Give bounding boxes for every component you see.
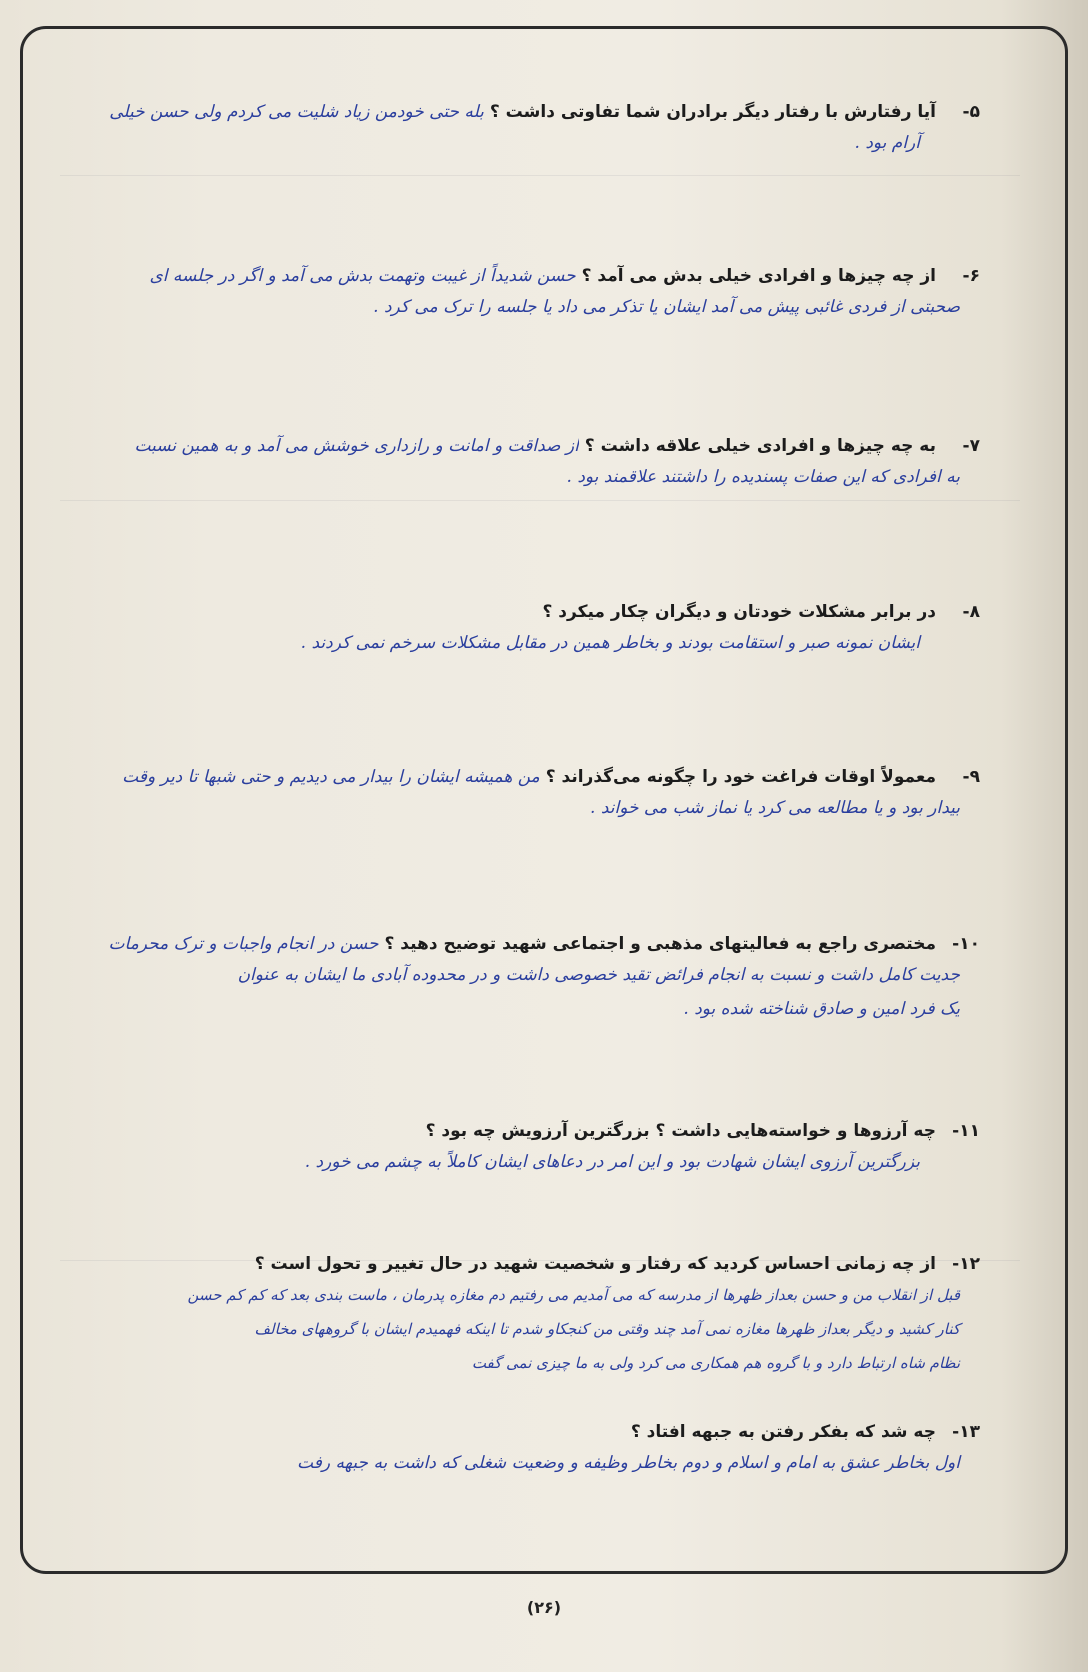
question-text: آیا رفتارش با رفتار دیگر برادران شما تفاوتی داشت ؟ [489,102,936,122]
qa-item-9 [60,763,980,825]
question-number: ۸- [962,602,980,622]
handwritten-answer-line: ایشان نمونه صبر و استقامت بودند و بخاطر همین در مقابل مشکلات سرخم نمی کردند . [300,633,920,653]
handwritten-answer-line: نظام شاه ارتباط دارد و با گروه هم همکاری می کرد ولی به ما چیزی نمی گفت [471,1354,960,1372]
handwritten-answer: من همیشه ایشان را بیدار می دیدیم و حتی شبها تا دیر وقت [122,767,540,787]
qa-item-12 [60,1250,980,1380]
question-text: در برابر مشکلات خودتان و دیگران چکار میکرد ؟ [542,602,936,622]
bleed-through-line [60,175,1020,176]
qa-item-6 [60,262,980,324]
qa-item-13 [60,1418,980,1480]
handwritten-answer-line: یک فرد امین و صادق شناخته شده بود . [683,999,960,1019]
question-text: از چه زمانی احساس کردید که رفتار و شخصیت شهید در حال تغییر و تحول است ؟ [254,1254,936,1274]
handwritten-answer-line: کنار کشید و دیگر بعداز ظهرها مغازه نمی آمد چند وقتی من کنجکاو شدم تا اینکه فهمیدم ایشان با گروههای مخالف [254,1320,960,1338]
question-number: ۱۱- [952,1121,980,1141]
question-number: ۱۲- [952,1254,980,1274]
handwritten-answer: بله حتی خودمن زیاد شلیت می کردم ولی حسن خیلی [109,102,484,122]
question-text: از چه چیزها و افرادی خیلی بدش می آمد ؟ [581,266,936,286]
bleed-through-line [60,500,1020,501]
handwritten-answer-line: آرام بود . [854,133,920,153]
handwritten-answer-line: قبل از انقلاب من و حسن بعداز ظهرها از مدرسه که می آمدیم می رفتیم دم مغازه پدرمان ، ماست بندی بعد که کم کم حسن [187,1286,960,1304]
qa-item-10 [60,930,980,1026]
question-number: ۱۰- [952,934,980,954]
qa-item-8 [60,598,980,660]
handwritten-answer-line: جدیت کامل داشت و نسبت به انجام فرائض تقید خصوصی داشت و در محدوده آبادی ما ایشان به عنوان [237,965,960,985]
handwritten-answer: از صداقت و امانت و رازداری خوشش می آمد و به همین نسبت [134,436,579,456]
question-number: ۹- [962,767,980,787]
question-number: ۱۳- [952,1422,980,1442]
question-text: مختصری راجع به فعالیتهای مذهبی و اجتماعی شهید توضیح دهید ؟ [384,934,936,954]
question-number: ۶- [962,266,980,286]
question-number: ۷- [962,436,980,456]
question-number: ۵- [962,102,980,122]
handwritten-answer-line: اول بخاطر عشق به امام و اسلام و دوم بخاطر وظیفه و وضعیت شغلی که داشت به جبهه رفت [297,1453,960,1473]
handwritten-answer-line: بزرگترین آرزوی ایشان شهادت بود و این امر در دعاهای ایشان کاملاً به چشم می خورد . [304,1152,920,1172]
question-text: به چه چیزها و افرادی خیلی علاقه داشت ؟ [584,436,936,456]
handwritten-answer: حسن شدیداً از غیبت وتهمت بدش می آمد و اگر در جلسه ای [149,266,576,286]
question-text: چه شد که بفکر رفتن به جبهه افتاد ؟ [630,1422,936,1442]
qa-item-5 [60,98,980,160]
handwritten-answer: حسن در انجام واجبات و ترک محرمات [108,934,379,954]
qa-item-11 [60,1117,980,1179]
handwritten-answer-line: صحبتی از فردی غائبی پیش می آمد ایشان یا تذکر می داد یا جلسه را ترک می کرد . [373,297,960,317]
handwritten-answer-line: بیدار بود و یا مطالعه می کرد یا نماز شب می خواند . [590,798,960,818]
question-text: معمولاً اوقات فراغت خود را چگونه می‌گذراند ؟ [545,767,936,787]
handwritten-answer-line: به افرادی که این صفات پسندیده را داشتند علاقمند بود . [566,467,960,487]
question-text: چه آرزوها و خواسته‌هایی داشت ؟ بزرگترین آرزویش چه بود ؟ [425,1121,936,1141]
page-number: (۲۶) [526,1598,562,1617]
qa-item-7 [60,432,980,494]
